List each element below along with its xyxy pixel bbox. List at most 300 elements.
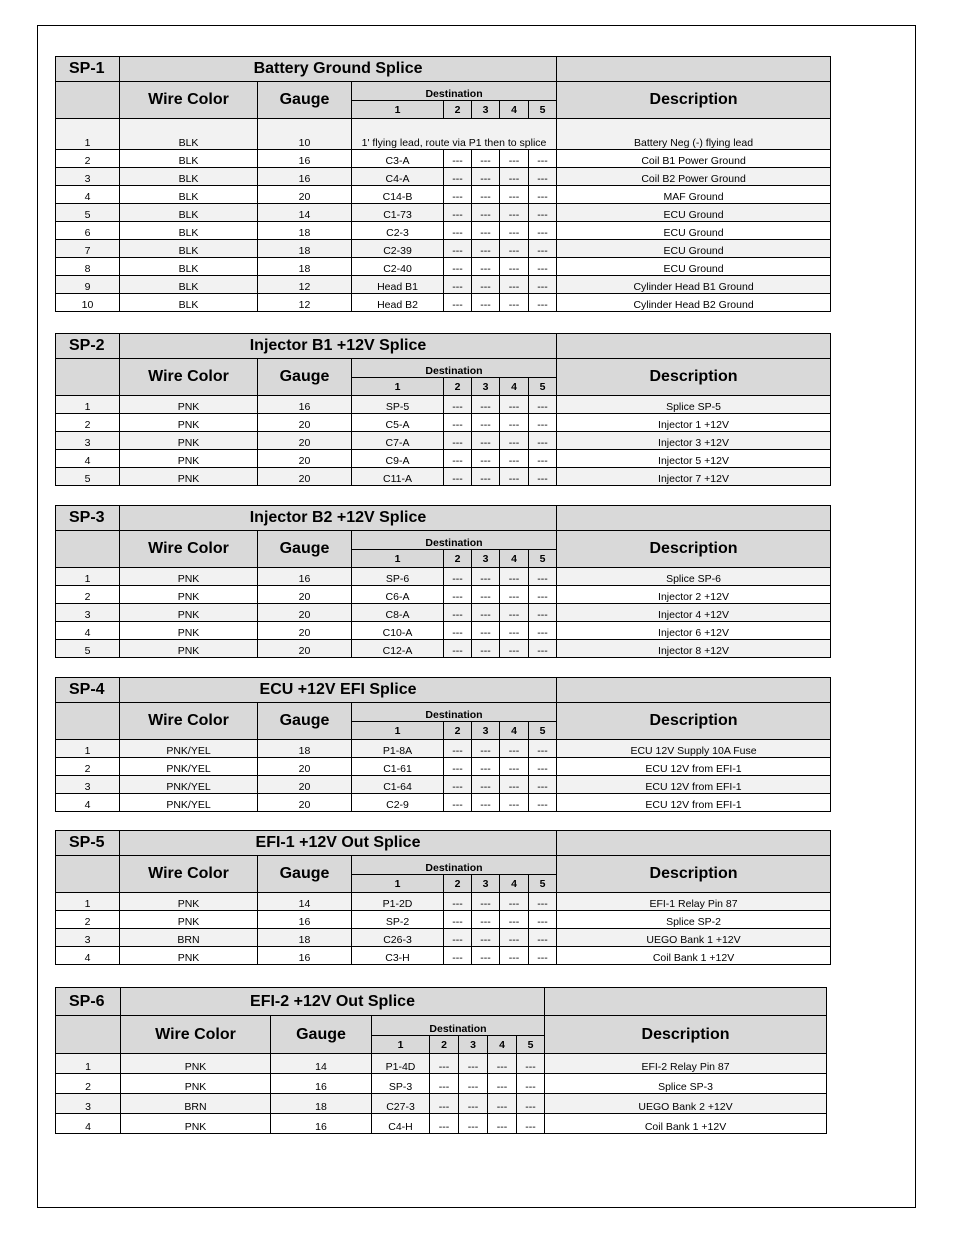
wire-color-cell: PNK — [120, 396, 258, 414]
wire-color-cell: PNK/YEL — [120, 758, 258, 776]
destination-col-header: 1 — [372, 1036, 430, 1054]
destination-header: Destination — [352, 856, 557, 875]
destination-empty-cell: --- — [444, 586, 472, 604]
gauge-header: Gauge — [271, 1016, 372, 1054]
destination-empty-cell: --- — [488, 1054, 517, 1074]
destination-empty-cell: --- — [459, 1074, 488, 1094]
destination-empty-cell: --- — [472, 893, 500, 911]
destination-header: Destination — [352, 703, 557, 722]
destination-empty-cell: --- — [500, 604, 529, 622]
destination-empty-cell: --- — [472, 758, 500, 776]
destination-cell: Head B2 — [352, 294, 444, 312]
table-row — [56, 1094, 827, 1114]
destination-empty-cell: --- — [529, 450, 557, 468]
destination-empty-cell: --- — [472, 468, 500, 486]
description-cell: EFI-1 Relay Pin 87 — [557, 893, 831, 911]
destination-empty-cell: --- — [529, 432, 557, 450]
gauge-cell: 16 — [258, 168, 352, 186]
destination-col-header: 3 — [472, 550, 500, 568]
description-cell: ECU 12V from EFI-1 — [557, 758, 831, 776]
destination-cell: C9-A — [352, 450, 444, 468]
destination-empty-cell: --- — [459, 1094, 488, 1114]
gauge-cell: 20 — [258, 758, 352, 776]
destination-empty-cell: --- — [529, 929, 557, 947]
gauge-cell: 18 — [258, 240, 352, 258]
destination-empty-cell: --- — [472, 794, 500, 812]
splice-id: SP-5 — [56, 831, 120, 856]
number-header — [56, 856, 120, 893]
destination-empty-cell: --- — [444, 893, 472, 911]
destination-empty-cell: --- — [444, 150, 472, 168]
description-header: Description — [557, 856, 831, 893]
destination-empty-cell: --- — [529, 640, 557, 658]
destination-col-header: 2 — [444, 550, 472, 568]
destination-empty-cell: --- — [488, 1074, 517, 1094]
destination-col-header: 1 — [352, 101, 444, 119]
destination-empty-cell: --- — [472, 396, 500, 414]
wire-color-cell: BLK — [120, 222, 258, 240]
destination-col-header: 1 — [352, 722, 444, 740]
destination-empty-cell: --- — [444, 740, 472, 758]
gauge-cell: 16 — [258, 568, 352, 586]
destination-empty-cell: --- — [444, 222, 472, 240]
destination-empty-cell: --- — [529, 794, 557, 812]
destination-empty-cell: --- — [472, 222, 500, 240]
wire-color-cell: PNK — [121, 1054, 271, 1074]
gauge-cell: 18 — [271, 1094, 372, 1114]
row-number: 1 — [56, 396, 120, 414]
destination-empty-cell: --- — [444, 204, 472, 222]
row-number: 2 — [56, 911, 120, 929]
gauge-cell: 20 — [258, 468, 352, 486]
row-number: 4 — [56, 1114, 121, 1134]
gauge-cell: 20 — [258, 450, 352, 468]
gauge-cell: 16 — [258, 947, 352, 965]
destination-col-header: 3 — [472, 378, 500, 396]
description-header: Description — [557, 82, 831, 119]
gauge-cell: 20 — [258, 776, 352, 794]
table-row — [56, 276, 831, 294]
destination-empty-cell: --- — [444, 794, 472, 812]
destination-col-header: 2 — [444, 875, 472, 893]
description-header: Description — [557, 359, 831, 396]
description-cell: Injector 4 +12V — [557, 604, 831, 622]
description-cell: Cylinder Head B1 Ground — [557, 276, 831, 294]
wire-color-cell: PNK — [120, 604, 258, 622]
table-row — [56, 204, 831, 222]
row-number: 4 — [56, 947, 120, 965]
destination-cell: Head B1 — [352, 276, 444, 294]
description-header: Description — [557, 703, 831, 740]
gauge-cell: 20 — [258, 604, 352, 622]
row-number: 5 — [56, 468, 120, 486]
destination-empty-cell: --- — [529, 150, 557, 168]
splice-table-sp-4 — [55, 677, 831, 812]
destination-empty-cell: --- — [444, 622, 472, 640]
destination-empty-cell: --- — [529, 240, 557, 258]
row-number: 1 — [56, 740, 120, 758]
description-cell: Coil Bank 1 +12V — [557, 947, 831, 965]
wire-color-cell: PNK — [121, 1114, 271, 1134]
destination-cell: C4-H — [372, 1114, 430, 1134]
destination-col-header: 3 — [472, 875, 500, 893]
destination-empty-cell: --- — [529, 222, 557, 240]
destination-empty-cell: --- — [500, 240, 529, 258]
destination-col-header: 3 — [472, 101, 500, 119]
wire-color-cell: PNK — [120, 432, 258, 450]
destination-empty-cell: --- — [517, 1074, 545, 1094]
destination-empty-cell: --- — [472, 640, 500, 658]
wire-color-cell: BRN — [121, 1094, 271, 1114]
destination-cell: C3-H — [352, 947, 444, 965]
gauge-cell: 20 — [258, 622, 352, 640]
gauge-cell: 18 — [258, 929, 352, 947]
gauge-cell: 16 — [258, 150, 352, 168]
table-row — [56, 947, 831, 965]
destination-empty-cell: --- — [459, 1054, 488, 1074]
splice-table-sp-1 — [55, 56, 831, 312]
wire-color-cell: BLK — [120, 276, 258, 294]
destination-col-header: 5 — [517, 1036, 545, 1054]
destination-empty-cell: --- — [529, 586, 557, 604]
destination-empty-cell: --- — [472, 294, 500, 312]
gauge-cell: 14 — [271, 1054, 372, 1074]
destination-empty-cell: --- — [472, 947, 500, 965]
description-cell: Injector 6 +12V — [557, 622, 831, 640]
destination-empty-cell: --- — [444, 947, 472, 965]
destination-empty-cell: --- — [500, 294, 529, 312]
destination-empty-cell: --- — [472, 186, 500, 204]
table-row — [56, 414, 831, 432]
destination-empty-cell: --- — [430, 1074, 459, 1094]
destination-empty-cell: --- — [517, 1094, 545, 1114]
description-cell: Splice SP-3 — [545, 1074, 827, 1094]
row-number: 3 — [56, 432, 120, 450]
destination-empty-cell: --- — [430, 1054, 459, 1074]
description-cell: ECU Ground — [557, 222, 831, 240]
description-cell: ECU 12V Supply 10A Fuse — [557, 740, 831, 758]
table-row — [56, 740, 831, 758]
wire-color-cell: BLK — [120, 204, 258, 222]
table-row — [56, 794, 831, 812]
destination-empty-cell: --- — [472, 204, 500, 222]
table-row — [56, 396, 831, 414]
destination-cell: C3-A — [352, 150, 444, 168]
destination-col-header: 5 — [529, 378, 557, 396]
destination-empty-cell: --- — [500, 414, 529, 432]
destination-empty-cell: --- — [529, 893, 557, 911]
title-blank — [557, 678, 831, 703]
splice-title: ECU +12V EFI Splice — [120, 678, 557, 703]
destination-empty-cell: --- — [472, 258, 500, 276]
gauge-cell: 16 — [258, 911, 352, 929]
table-row — [56, 168, 831, 186]
row-number: 2 — [56, 150, 120, 168]
splice-table-sp-3 — [55, 505, 831, 658]
destination-empty-cell: --- — [500, 640, 529, 658]
row-number: 1 — [56, 119, 120, 150]
description-cell: Coil Bank 1 +12V — [545, 1114, 827, 1134]
destination-col-header: 4 — [500, 722, 529, 740]
number-header — [56, 82, 120, 119]
destination-empty-cell: --- — [472, 150, 500, 168]
destination-cell: C1-73 — [352, 204, 444, 222]
destination-cell: C10-A — [352, 622, 444, 640]
description-cell: UEGO Bank 2 +12V — [545, 1094, 827, 1114]
destination-empty-cell: --- — [430, 1114, 459, 1134]
destination-cell: C27-3 — [372, 1094, 430, 1114]
destination-empty-cell: --- — [500, 758, 529, 776]
description-cell: Injector 1 +12V — [557, 414, 831, 432]
splice-title: EFI-1 +12V Out Splice — [120, 831, 557, 856]
destination-empty-cell: --- — [529, 204, 557, 222]
destination-empty-cell: --- — [444, 258, 472, 276]
title-blank — [557, 831, 831, 856]
destination-empty-cell: --- — [459, 1114, 488, 1134]
table-row — [56, 240, 831, 258]
destination-empty-cell: --- — [529, 396, 557, 414]
destination-cell: P1-8A — [352, 740, 444, 758]
destination-empty-cell: --- — [500, 276, 529, 294]
row-number: 2 — [56, 414, 120, 432]
gauge-header: Gauge — [258, 856, 352, 893]
destination-empty-cell: --- — [500, 450, 529, 468]
table-row — [56, 1054, 827, 1074]
table-row — [56, 186, 831, 204]
destination-empty-cell: --- — [500, 586, 529, 604]
description-cell: Injector 5 +12V — [557, 450, 831, 468]
destination-empty-cell: --- — [472, 276, 500, 294]
table-row — [56, 640, 831, 658]
destination-empty-cell: --- — [472, 776, 500, 794]
destination-empty-cell: --- — [444, 186, 472, 204]
gauge-cell: 16 — [271, 1114, 372, 1134]
wire-color-header: Wire Color — [120, 856, 258, 893]
destination-empty-cell: --- — [444, 568, 472, 586]
wire-color-cell: PNK — [120, 640, 258, 658]
destination-col-header: 5 — [529, 722, 557, 740]
gauge-cell: 14 — [258, 893, 352, 911]
wire-color-header: Wire Color — [120, 531, 258, 568]
gauge-cell: 20 — [258, 640, 352, 658]
destination-cell: C5-A — [352, 414, 444, 432]
number-header — [56, 359, 120, 396]
number-header — [56, 703, 120, 740]
destination-empty-cell: --- — [472, 450, 500, 468]
row-number: 1 — [56, 1054, 121, 1074]
destination-empty-cell: --- — [472, 432, 500, 450]
destination-empty-cell: --- — [500, 929, 529, 947]
splice-id: SP-6 — [56, 988, 121, 1016]
destination-empty-cell: --- — [472, 586, 500, 604]
splice-id: SP-3 — [56, 506, 120, 531]
destination-empty-cell: --- — [529, 568, 557, 586]
destination-empty-cell: --- — [444, 414, 472, 432]
number-header — [56, 531, 120, 568]
description-cell: Injector 8 +12V — [557, 640, 831, 658]
table-row — [56, 776, 831, 794]
destination-empty-cell: --- — [517, 1054, 545, 1074]
destination-cell: P1-2D — [352, 893, 444, 911]
destination-empty-cell: --- — [529, 758, 557, 776]
wire-color-cell: PNK — [120, 414, 258, 432]
wire-color-cell: PNK — [120, 568, 258, 586]
destination-cell: C2-3 — [352, 222, 444, 240]
destination-col-header: 2 — [444, 722, 472, 740]
destination-empty-cell: --- — [500, 222, 529, 240]
destination-empty-cell: --- — [444, 468, 472, 486]
row-number: 2 — [56, 1074, 121, 1094]
destination-cell: C7-A — [352, 432, 444, 450]
destination-cell: C8-A — [352, 604, 444, 622]
destination-empty-cell: --- — [500, 911, 529, 929]
destination-header: Destination — [352, 359, 557, 378]
title-blank — [557, 57, 831, 82]
number-header — [56, 1016, 121, 1054]
destination-empty-cell: --- — [529, 776, 557, 794]
gauge-header: Gauge — [258, 82, 352, 119]
row-number: 3 — [56, 604, 120, 622]
wire-color-cell: BLK — [120, 168, 258, 186]
row-number: 6 — [56, 222, 120, 240]
destination-empty-cell: --- — [472, 240, 500, 258]
destination-cell: C11-A — [352, 468, 444, 486]
wire-color-header: Wire Color — [121, 1016, 271, 1054]
description-cell: ECU Ground — [557, 258, 831, 276]
wire-color-cell: PNK — [120, 586, 258, 604]
row-number: 3 — [56, 776, 120, 794]
table-row — [56, 468, 831, 486]
destination-empty-cell: --- — [500, 740, 529, 758]
splice-table-sp-6 — [55, 987, 827, 1134]
destination-empty-cell: --- — [500, 432, 529, 450]
destination-empty-cell: --- — [500, 947, 529, 965]
destination-empty-cell: --- — [500, 568, 529, 586]
destination-cell: SP-5 — [352, 396, 444, 414]
table-row — [56, 586, 831, 604]
destination-col-header: 5 — [529, 550, 557, 568]
splice-id: SP-1 — [56, 57, 120, 82]
destination-empty-cell: --- — [500, 893, 529, 911]
destination-col-header: 4 — [500, 875, 529, 893]
destination-empty-cell: --- — [444, 168, 472, 186]
destination-cell: 1' flying lead, route via P1 then to splice — [352, 119, 557, 150]
wire-color-cell: PNK/YEL — [120, 740, 258, 758]
table-row — [56, 568, 831, 586]
row-number: 3 — [56, 168, 120, 186]
description-cell: Coil B1 Power Ground — [557, 150, 831, 168]
destination-cell: SP-6 — [352, 568, 444, 586]
table-row — [56, 294, 831, 312]
description-cell: Splice SP-2 — [557, 911, 831, 929]
destination-cell: C2-9 — [352, 794, 444, 812]
description-cell: UEGO Bank 1 +12V — [557, 929, 831, 947]
row-number: 9 — [56, 276, 120, 294]
row-number: 5 — [56, 204, 120, 222]
destination-empty-cell: --- — [444, 758, 472, 776]
table-row — [56, 119, 831, 150]
description-cell: ECU Ground — [557, 240, 831, 258]
row-number: 4 — [56, 186, 120, 204]
wire-color-cell: BLK — [120, 119, 258, 150]
wire-color-cell: PNK/YEL — [120, 794, 258, 812]
splice-table-sp-5 — [55, 830, 831, 965]
destination-empty-cell: --- — [444, 640, 472, 658]
destination-col-header: 4 — [500, 550, 529, 568]
wire-color-cell: PNK — [120, 947, 258, 965]
destination-cell: C1-61 — [352, 758, 444, 776]
destination-empty-cell: --- — [517, 1114, 545, 1134]
table-row — [56, 258, 831, 276]
destination-empty-cell: --- — [500, 168, 529, 186]
destination-empty-cell: --- — [472, 911, 500, 929]
row-number: 4 — [56, 794, 120, 812]
destination-cell: C2-40 — [352, 258, 444, 276]
gauge-cell: 20 — [258, 586, 352, 604]
destination-empty-cell: --- — [529, 947, 557, 965]
destination-col-header: 4 — [500, 101, 529, 119]
destination-empty-cell: --- — [529, 911, 557, 929]
description-cell: EFI-2 Relay Pin 87 — [545, 1054, 827, 1074]
row-number: 1 — [56, 893, 120, 911]
row-number: 4 — [56, 450, 120, 468]
row-number: 8 — [56, 258, 120, 276]
destination-cell: C1-64 — [352, 776, 444, 794]
destination-empty-cell: --- — [500, 186, 529, 204]
destination-empty-cell: --- — [472, 929, 500, 947]
wire-color-cell: PNK — [120, 468, 258, 486]
destination-col-header: 3 — [459, 1036, 488, 1054]
destination-empty-cell: --- — [472, 622, 500, 640]
destination-empty-cell: --- — [444, 240, 472, 258]
wire-color-cell: BLK — [120, 186, 258, 204]
gauge-cell: 10 — [258, 119, 352, 150]
destination-header: Destination — [352, 531, 557, 550]
destination-empty-cell: --- — [500, 776, 529, 794]
table-row — [56, 150, 831, 168]
destination-col-header: 1 — [352, 550, 444, 568]
destination-header: Destination — [352, 82, 557, 101]
description-cell: Splice SP-6 — [557, 568, 831, 586]
description-cell: ECU 12V from EFI-1 — [557, 776, 831, 794]
destination-empty-cell: --- — [472, 168, 500, 186]
splice-title: EFI-2 +12V Out Splice — [121, 988, 545, 1016]
splice-id: SP-2 — [56, 334, 120, 359]
destination-empty-cell: --- — [472, 604, 500, 622]
table-row — [56, 911, 831, 929]
destination-empty-cell: --- — [529, 258, 557, 276]
destination-empty-cell: --- — [430, 1094, 459, 1114]
destination-cell: C26-3 — [352, 929, 444, 947]
destination-empty-cell: --- — [500, 150, 529, 168]
title-blank — [545, 988, 827, 1016]
description-header: Description — [557, 531, 831, 568]
wire-color-cell: BLK — [120, 294, 258, 312]
destination-col-header: 1 — [352, 875, 444, 893]
gauge-cell: 16 — [258, 396, 352, 414]
destination-empty-cell: --- — [444, 776, 472, 794]
destination-empty-cell: --- — [472, 568, 500, 586]
destination-cell: C2-39 — [352, 240, 444, 258]
wire-color-cell: BLK — [120, 258, 258, 276]
table-row — [56, 929, 831, 947]
destination-col-header: 5 — [529, 101, 557, 119]
destination-empty-cell: --- — [500, 396, 529, 414]
splice-title: Battery Ground Splice — [120, 57, 557, 82]
destination-empty-cell: --- — [529, 294, 557, 312]
destination-cell: C4-A — [352, 168, 444, 186]
gauge-header: Gauge — [258, 531, 352, 568]
